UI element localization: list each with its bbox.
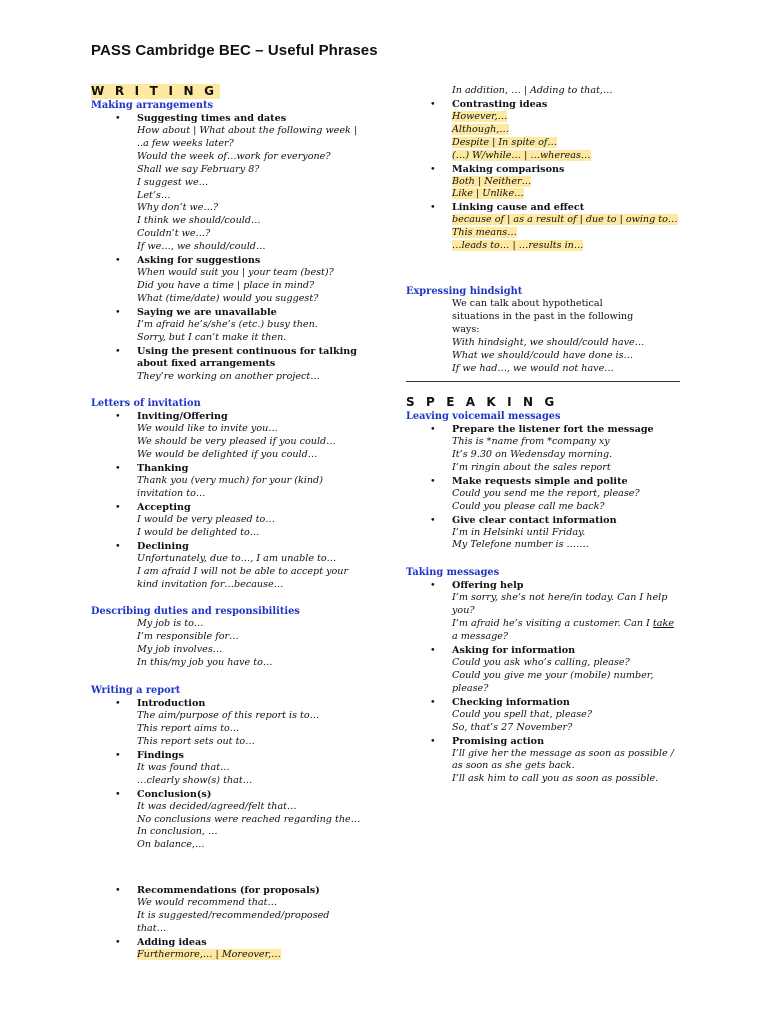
hindsight-intro: We can talk about hypothetical (452, 298, 603, 310)
phrase: This is *name from *company xy (452, 436, 610, 447)
phrase: It was found that… (137, 761, 230, 773)
bullet-asking-information: • Asking for information (406, 644, 696, 657)
making-arrangements-heading: Making arrangements (91, 100, 214, 111)
bullet-present-continuous-cont: about fixed arrangements (137, 357, 276, 369)
phrase: I’m afraid he’s visiting a customer. Can I take (452, 618, 674, 630)
highlighted-phrase: because of | as a result of | due to | owing to… (452, 214, 678, 226)
phrase: Shall we say February 8? (137, 163, 260, 175)
phrase: How about | What about the following week | (137, 125, 358, 136)
bullet-thanking: • Thanking (91, 462, 391, 475)
hindsight-heading: Expressing hindsight (406, 286, 523, 298)
phrase: We would recommend that… (137, 897, 278, 909)
phrase: a message? (452, 631, 509, 643)
phrase: The aim/purpose of this report is to… (137, 710, 320, 722)
phrase: I’m sorry, she’s not here/in today. Can I help (452, 592, 668, 604)
phrase: With hindsight, we should/could have… (452, 336, 645, 348)
phrase: Let’s… (137, 189, 171, 201)
bullet-declining: • Declining (91, 540, 391, 553)
phrase: I’ll ask him to call you as soon as possible. (452, 773, 659, 785)
highlighted-phrase: Both | Neither… (452, 175, 532, 187)
phrase: as soon as she gets back. (452, 760, 575, 772)
phrase: What we should/could have done is… (452, 349, 634, 361)
bullet-conclusions: • Conclusion(s) (91, 788, 391, 801)
bullet-contact: • Give clear contact information (406, 514, 696, 527)
phrase: It’s 9.30 on Wedensday morning. (452, 448, 613, 460)
phrase: If we…, we should/could… (137, 241, 266, 253)
voicemail-heading: Leaving voicemail messages (406, 411, 561, 422)
phrase: We would be delighted if you could… (137, 449, 318, 461)
phrase: Could you send me the report, please? (452, 487, 640, 499)
phrase: This report aims to… (137, 723, 240, 734)
phrase: I would be delighted to… (137, 526, 260, 538)
phrase: We would like to invite you… (137, 423, 278, 435)
highlighted-phrase: This means… (452, 227, 517, 239)
highlighted-phrase: Like | Unlike… (452, 188, 524, 200)
hindsight-intro: situations in the past in the following (452, 310, 634, 322)
highlighted-phrase: Although,… (452, 123, 509, 135)
section-divider (406, 381, 680, 382)
left-column (91, 84, 391, 962)
highlighted-phrase: Despite | In spite of… (452, 136, 558, 148)
bullet-accepting: • Accepting (91, 501, 391, 514)
underlined-word: take (652, 618, 674, 630)
phrase: invitation to… (137, 488, 206, 500)
bullet-inviting: • Inviting/Offering (91, 410, 391, 423)
phrase: Unfortunately, due to…, I am unable to… (137, 552, 337, 564)
phrase: They’re working on another project… (137, 370, 320, 382)
phrase: I’ll give her the message as soon as possible / (452, 747, 674, 759)
phrase: kind invitation for…because… (137, 578, 284, 590)
phrase: My job is to… (137, 618, 204, 630)
report-heading: Writing a report (91, 685, 181, 697)
phrase: I’m afraid he’s/she’s (etc.) busy then. (137, 318, 318, 330)
bullet-comparisons: • Making comparisons (406, 163, 696, 176)
phrase: It was decided/agreed/felt that… (137, 800, 297, 812)
taking-messages-heading: Taking messages (406, 567, 500, 579)
highlighted-phrase: …leads to… | …results in… (452, 240, 584, 252)
phrase: I am afraid I will not be able to accept your (137, 565, 349, 577)
phrase: In conclusion, … (137, 826, 218, 838)
bullet-cause-effect: • Linking cause and effect (406, 201, 696, 214)
phrase: Why don’t we…? (137, 202, 219, 214)
phrase: It is suggested/recommended/proposed (137, 910, 330, 922)
phrase: Sorry, but I can’t make it then. (137, 331, 287, 343)
phrase: ..a few weeks later? (137, 137, 234, 149)
phrase: I’m in Helsinki until Friday. (452, 526, 586, 538)
bullet-contrasting: • Contrasting ideas (406, 98, 696, 111)
phrase: I would be very pleased to… (137, 513, 275, 525)
phrase: Couldn’t we…? (137, 228, 211, 240)
phrase: My Telefone number is ……. (452, 539, 589, 551)
bullet-recommendations: • Recommendations (for proposals) (91, 884, 391, 897)
phrase: I’m ringin about the sales report (452, 461, 611, 473)
duties-heading: Describing duties and responsibilities (91, 606, 300, 618)
bullet-prepare: • Prepare the listener fort the message (406, 423, 696, 436)
phrase: In this/my job you have to… (137, 657, 273, 669)
bullet-promising: • Promising action (406, 735, 696, 748)
bullet-adding-ideas: • Adding ideas (91, 936, 391, 949)
phrase: Did you have a time | place in mind? (137, 279, 315, 291)
bullet-asking-suggestions: • Asking for suggestions (91, 254, 391, 267)
highlighted-phrase: Furthermore,… | Moreover,… (137, 948, 281, 960)
phrase: What (time/date) would you suggest? (137, 292, 319, 304)
bullet-introduction: • Introduction (91, 697, 391, 710)
bullet-findings: • Findings (91, 749, 391, 762)
phrase: I think we should/could… (137, 215, 261, 227)
phrase: If we had…, we would not have… (452, 362, 614, 374)
phrase: Could you spell that, please? (452, 708, 592, 720)
speaking-column (406, 395, 696, 786)
hindsight-intro: ways: (452, 323, 480, 335)
phrase: you? (452, 605, 475, 617)
phrase: please? (452, 682, 489, 694)
bullet-checking: • Checking information (406, 696, 696, 709)
bullet-present-continuous: • Using the present continuous for talking (91, 345, 391, 358)
phrase: Could you please call me back? (452, 500, 605, 512)
highlighted-phrase: (…) W/while… | …whereas… (452, 149, 591, 161)
page-title: PASS Cambridge BEC – Useful Phrases (91, 42, 378, 59)
phrase: I suggest we… (137, 176, 209, 188)
phrase: This report sets out to… (137, 735, 255, 747)
phrase: No conclusions were reached regarding the… (137, 813, 361, 825)
bullet-requests: • Make requests simple and polite (406, 475, 696, 488)
phrase: My job involves… (137, 644, 223, 656)
bullet-suggesting: • Suggesting times and dates (91, 112, 391, 125)
phrase: In addition, … | Adding to that,… (452, 85, 613, 96)
phrase: On balance,… (137, 839, 205, 851)
phrase: We should be very pleased if you could… (137, 436, 336, 448)
phrase: that… (137, 923, 167, 935)
right-column (406, 85, 696, 376)
phrase: …clearly show(s) that… (137, 774, 253, 786)
phrase: Would the week of…work for everyone? (137, 150, 331, 162)
bullet-offering-help: • Offering help (406, 579, 696, 592)
letters-invitation-heading: Letters of invitation (91, 398, 201, 410)
phrase: Could you ask who’s calling, please? (452, 656, 630, 668)
phrase: Could you give me your (mobile) number, (452, 669, 654, 681)
phrase: I’m responsible for… (137, 631, 239, 643)
phrase: Thank you (very much) for your (kind) (137, 475, 323, 487)
bullet-unavailable: • Saying we are unavailable (91, 306, 391, 319)
writing-heading: W R I T I N G (91, 84, 220, 99)
speaking-heading: S P E A K I N G (406, 395, 558, 409)
highlighted-phrase: However,… (452, 110, 508, 122)
phrase: So, that’s 27 November? (452, 721, 573, 733)
phrase: When would suit you | your team (best)? (137, 267, 334, 279)
